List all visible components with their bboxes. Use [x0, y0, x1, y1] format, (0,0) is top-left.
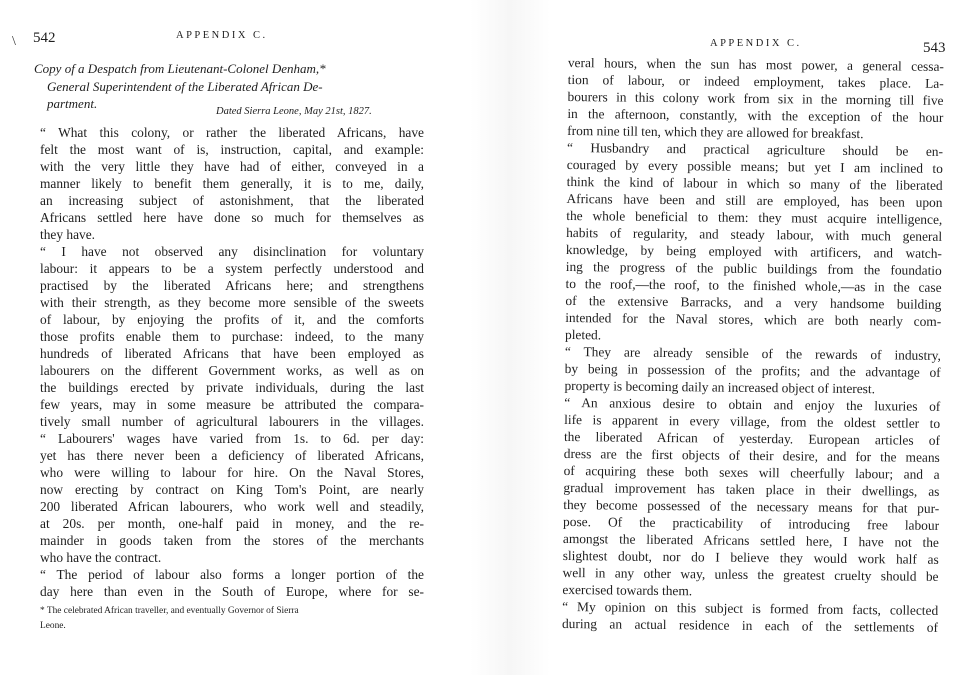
text-line: during an actual residence in each of the settlements of: [561, 615, 939, 635]
text-line: an increasing subject of astonishment, that the liberated: [40, 193, 424, 208]
text-line: the whole beneficial to them: they must acquire intelligence,: [566, 207, 943, 227]
text-line: from nine till ten, which they are allowed for breakfast.: [567, 122, 864, 142]
dateline: Dated Sierra Leone, May 21st, 1827.: [216, 106, 372, 117]
text-line: manner likely to benefit them generally, it is to me, daily,: [40, 176, 424, 191]
text-line: who were willing to labour for hire. On the Naval Stores,: [40, 465, 424, 480]
text-line: day here than even in the South of Europe, where for se-: [40, 584, 424, 599]
page-number-right: 543: [923, 40, 946, 56]
text-line: think the kind of labour in which so many of the liberated: [566, 173, 943, 193]
stray-mark: \: [12, 34, 16, 49]
text-line: to the roof,—the roof, to the finished whole,—as in the case: [565, 275, 942, 295]
text-line: “ Husbandry and practical agriculture should be en-: [566, 139, 944, 159]
running-head-right: APPENDIX C.: [710, 38, 802, 49]
text-line: of labour, by enjoying the profits of it, and the comforts: [40, 312, 424, 327]
text-line: ing the progress of the public buildings from the foundatio: [565, 258, 942, 278]
text-line: knowledge, by being employed with artificers, and watch-: [565, 241, 943, 261]
text-line: by being in possession of the profits; and the advantage of: [564, 360, 941, 380]
text-line: property is becoming daily an increased object of interest.: [564, 377, 876, 397]
text-line: couraged by every possible means; but yet I am inclined to: [566, 156, 943, 176]
text-line: felt the most want of is, instruction, capital, and example:: [40, 142, 424, 157]
right-page: [540, 0, 980, 675]
footnote: [40, 604, 428, 634]
text-line: they have.: [40, 227, 96, 242]
text-line: veral hours, when the sun has most power, a general cessa-: [567, 54, 944, 74]
text-line: practised by the liberated Africans here; and strengthens: [40, 278, 424, 293]
text-line: Africans have been and still are employed, has been upon: [566, 190, 943, 210]
text-line: now erecting by contract on King Tom's Point, are nearly: [40, 482, 424, 497]
text-line: at 20s. per month, one-half paid in money, and the re-: [40, 516, 424, 531]
text-line: “ Labourers' wages have varied from 1s. to 6d. per day:: [40, 431, 424, 446]
text-line: habits of regularity, and steady labour, with much general: [566, 224, 943, 244]
text-line: “ An anxious desire to obtain and enjoy the luxuries of: [564, 394, 941, 414]
title-line: Copy of a Despatch from Lieutenant-Colonel Denham,*: [34, 61, 326, 76]
left-page: [0, 0, 480, 675]
text-line: slightest doubt, nor do I believe they would work half as: [562, 547, 939, 567]
text-line: 200 liberated African labourers, who work well and steadily,: [40, 499, 424, 514]
text-line: pleted.: [564, 326, 602, 343]
text-line: life is apparent in every village, from the oldest settler to: [564, 411, 941, 431]
text-line: in the afternoon, constantly, with the exception of the hour: [567, 105, 944, 125]
text-line: tively small number of agricultural labourers in the villages.: [40, 414, 424, 429]
running-head-left: APPENDIX C.: [176, 30, 268, 41]
footnote-line: * The celebrated African traveller, and eventually Governor of Sierra: [40, 606, 299, 616]
text-line: amongst the liberated Africans settled here, I have not the: [562, 530, 939, 550]
text-line: the buildings erected by private individuals, during the last: [40, 380, 424, 395]
text-line: Africans settled here have done so much for themselves as: [40, 210, 424, 225]
text-line: hundreds of liberated Africans that have been employed as: [40, 346, 424, 361]
text-line: pose. Of the practicability of introducing free labour: [563, 513, 940, 533]
text-line: mainder in goods taken from the stores of the merchants: [40, 533, 424, 548]
footnote-line: Leone.: [40, 621, 66, 631]
text-line: well in any other way, unless the greatest cruelty should be: [562, 564, 939, 584]
text-line: “ What this colony, or rather the liberated Africans, have: [40, 125, 424, 140]
text-line: few years, may in some measure be attributed the compara-: [40, 397, 424, 412]
text-line: dress are the first objects of their desire, and for the means: [563, 445, 940, 465]
text-line: labourers on the different Government works, as well as on: [40, 363, 424, 378]
text-line: tion of labour, or indeed employment, takes place. La-: [567, 71, 944, 91]
text-line: gradual improvement has taken place in their dwellings, as: [563, 479, 940, 499]
text-line: who have the contract.: [40, 550, 162, 565]
text-line: of the extensive Barracks, and a very handsome building: [565, 292, 942, 312]
despatch-title: [34, 60, 434, 113]
page-number-left: 542: [33, 30, 56, 46]
title-line: partment.: [47, 96, 98, 111]
text-line: “ I have not observed any disinclination for voluntary: [40, 244, 424, 259]
book-gutter: [470, 0, 550, 675]
right-body-text: [562, 54, 944, 636]
left-body-text: [40, 124, 424, 600]
text-line: “ The period of labour also forms a longer portion of the: [40, 567, 424, 582]
text-line: they become possessed of the necessary means for that pur-: [563, 496, 940, 516]
text-line: labour: it appears to be a system perfectly understood and: [40, 261, 424, 276]
text-line: yet has there never been a deficiency of liberated Africans,: [40, 448, 424, 463]
text-line: intended for the Naval stores, which are both nearly com-: [565, 309, 942, 329]
text-line: exercised towards them.: [562, 581, 693, 599]
text-line: bourers in this colony work from six in the morning till five: [567, 88, 944, 108]
text-line: those profits enable them to purchase: indeed, to the many: [40, 329, 424, 344]
text-line: with the very little they have had of either, conveyed in a: [40, 159, 424, 174]
text-line: the liberated African of yesterday. European articles of: [563, 428, 941, 448]
text-line: “ My opinion on this subject is formed from facts, collected: [562, 598, 939, 618]
text-line: with their strength, as they become more sensible of the sweets: [40, 295, 424, 310]
text-line: of acquiring these both sexes will cheerfully labour; and a: [563, 462, 940, 482]
title-line: General Superintendent of the Liberated African De-: [47, 78, 323, 94]
text-line: “ They are already sensible of the rewards of industry,: [564, 343, 941, 363]
